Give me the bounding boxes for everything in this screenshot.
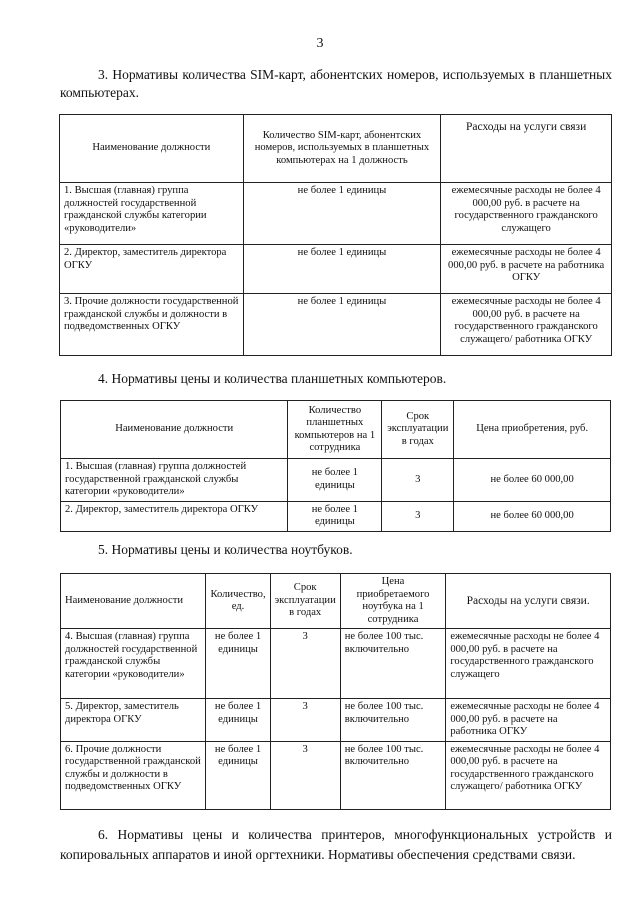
table-cell: 3 <box>270 629 340 699</box>
table-cell: не более 60 000,00 <box>454 501 611 531</box>
table-row <box>61 629 611 699</box>
table-cell: 3 <box>270 699 340 742</box>
table-cell: 2. Директор, заместитель директора ОГКУ <box>60 245 244 294</box>
table-cell: ежемесячные расходы не более 4 000,00 руб. в расчете на государственного гражданского служащего <box>441 183 612 245</box>
header-cell: Наименование должности <box>61 401 288 459</box>
table-cell: не более 1 единицы <box>206 741 270 809</box>
sim-cards-table <box>59 114 612 356</box>
laptops-table <box>60 573 611 810</box>
table-cell: не более 100 тыс. включительно <box>340 741 446 809</box>
table-row <box>61 741 611 809</box>
table-cell: 3 <box>270 741 340 809</box>
table-cell: 2. Директор, заместитель директора ОГКУ <box>61 501 288 531</box>
section-4-heading: 4. Нормативы цены и количества планшетных компьютеров. <box>98 371 447 386</box>
header-cell: Расходы на услуги связи <box>441 115 612 183</box>
table-cell: 6. Прочие должности государственной гражданской службы и должности в подведомственных ОГКУ <box>61 741 206 809</box>
table-header-row <box>60 115 612 183</box>
table-cell: ежемесячные расходы не более 4 000,00 руб. в расчете на государственного гражданского служащего/ работника ОГКУ <box>446 741 611 809</box>
table-cell: не более 1 единицы <box>206 629 270 699</box>
table-cell: ежемесячные расходы не более 4 000,00 руб. в расчете на работника ОГКУ <box>446 699 611 742</box>
table-cell: не более 1 единицы <box>243 183 441 245</box>
header-cell: Срок эксплуатации в годах <box>382 401 454 459</box>
header-cell: Наименование должности <box>60 115 244 183</box>
table-cell: ежемесячные расходы не более 4 000,00 руб. в расчете на государственного гражданского служащего/ работника ОГКУ <box>441 294 612 356</box>
table-row <box>61 459 611 502</box>
table-cell: 4. Высшая (главная) группа должностей государственной гражданской службы категории «руководители» <box>61 629 206 699</box>
table-row <box>61 699 611 742</box>
table-cell: не более 1 единицы <box>243 245 441 294</box>
table-cell: 3. Прочие должности государственной гражданской службы и должности в подведомственных ОГКУ <box>60 294 244 356</box>
table-cell: 3 <box>382 459 454 502</box>
table-cell: не более 1 единицы <box>206 699 270 742</box>
header-cell: Цена приобретения, руб. <box>454 401 611 459</box>
table-cell: ежемесячные расходы не более 4 000,00 руб. в расчете на государственного гражданского служащего <box>446 629 611 699</box>
table-row <box>60 183 612 245</box>
table-cell: 1. Высшая (главная) группа должностей государственной гражданской службы категории «руководители» <box>61 459 288 502</box>
header-cell: Срок эксплуатации в годах <box>270 574 340 629</box>
table-cell: 3 <box>382 501 454 531</box>
table-cell: не более 100 тыс. включительно <box>340 699 446 742</box>
table-header-row <box>61 574 611 629</box>
page-number: 3 <box>316 36 324 51</box>
table-cell: не более 60 000,00 <box>454 459 611 502</box>
table-row <box>61 501 611 531</box>
table-row <box>60 294 612 356</box>
table-header-row <box>61 401 611 459</box>
section-5-heading: 5. Нормативы цены и количества ноутбуков. <box>98 542 353 557</box>
section-6-heading: 6. Нормативы цены и количества принтеров, многофункциональных устройств и копировальных аппаратов и иной оргтехники. Нормативы обеспечения средствами связи. <box>60 827 612 862</box>
table-cell: не более 1 единицы <box>243 294 441 356</box>
header-cell: Количество SIM-карт, абонентских номеров, используемых в планшетных компьютерах на 1 должность <box>243 115 441 183</box>
header-cell: Цена приобретаемого ноутбука на 1 сотрудника <box>340 574 446 629</box>
header-cell: Расходы на услуги связи. <box>446 574 611 629</box>
header-cell: Наименование должности <box>61 574 206 629</box>
table-row <box>60 245 612 294</box>
table-cell: 5. Директор, заместитель директора ОГКУ <box>61 699 206 742</box>
table-cell: не более 1 единицы <box>288 459 382 502</box>
section-3-heading: 3. Нормативы количества SIM-карт, абонентских номеров, используемых в планшетных компьютерах. <box>60 67 612 100</box>
tablets-table <box>60 400 611 532</box>
table-cell: 1. Высшая (главная) группа должностей государственной гражданской службы категории «руководители» <box>60 183 244 245</box>
table-cell: не более 100 тыс. включительно <box>340 629 446 699</box>
table-cell: не более 1 единицы <box>288 501 382 531</box>
header-cell: Количество, ед. <box>206 574 270 629</box>
table-cell: ежемесячные расходы не более 4 000,00 руб. в расчете на работника ОГКУ <box>441 245 612 294</box>
header-cell: Количество планшетных компьютеров на 1 сотрудника <box>288 401 382 459</box>
